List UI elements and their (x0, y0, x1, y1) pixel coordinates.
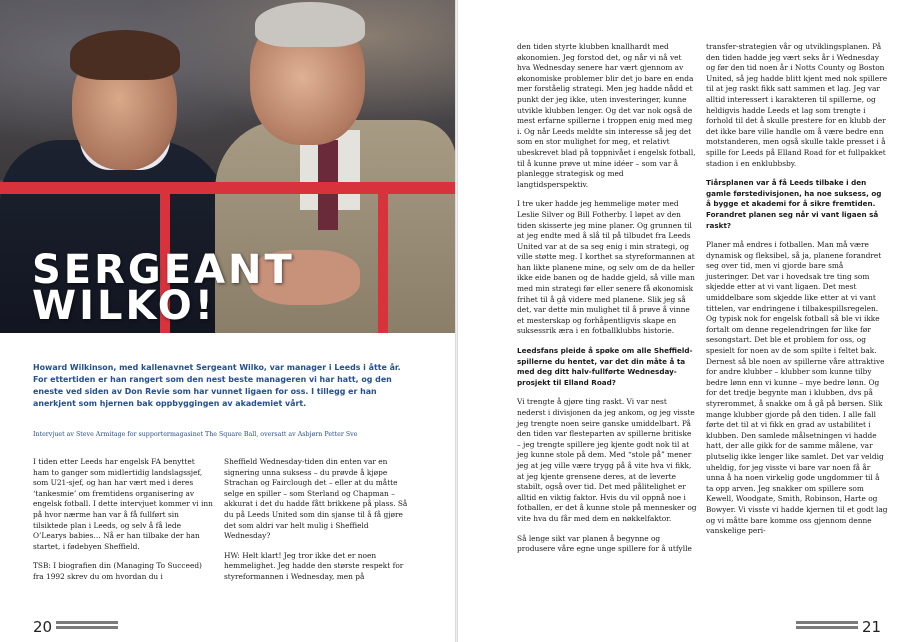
paragraph: Så lenge sikt var planen å begynne og produsere våre egne unge spillere for å utfylle (517, 533, 692, 554)
question: Leedsfans pleide å spøke om alle Sheffield-spillerne du hentet, var det din måte å ta med deg ditt halv-fullførte Wednesday-prosjekt til Elland Road? (517, 346, 693, 387)
left-column-2 (224, 457, 410, 592)
paragraph: HW: Helt klart! Jeg tror ikke det er noen hemmelighet. Jeg hadde den største respekt for styreformannen i Wednesday, men på (224, 550, 404, 581)
headline-line-1: SERGEANT (32, 247, 295, 293)
paragraph: TSB: I biografien din (Managing To Succeed) fra 1992 skrev du om hvordan du i (33, 561, 202, 581)
page-number-decoration (796, 621, 858, 631)
paragraph: Vi trengte å gjøre ting raskt. Vi var nest nederst i divisjonen da jeg ankom, og jeg visste jeg trengte noen seire ganske umiddelbart. På den tiden var flesteparten av spillerne britiske – jeg trengte spillere jeg kjente godt nok til at jeg kunne stole på dem. Med “stole på” mener jeg at jeg ville være trygg på å vite hva vi fikk, at jeg kjente grensene deres, at de leverte stabilt, også over tid. Det med pålitelighet er alltid en viktig faktor. Hvis du vil oppnå noe i fotballen, er det å kunne stole på mennesker og vite hva du får med dem en nøkkelfaktor. (517, 397, 697, 523)
paragraph: den tiden styrte klubben knallhardt med økonomien. Jeg forstod det, og når vi nå vet hva Wednesday senere har vært gjennom av økonomiske problemer blir det jo bare en enda mer forståelig strategi. Men jeg hadde nådd et punkt der jeg ikke, uten investeringer, kunne utvikle klubben lenger. Og det var nok også de mest erfarne spillerne i troppen enig med meg i. Og når Leeds meldte sin interesse så jeg det som en stor mulighet for meg, et relativt ubeskrevet blad på toppnivået i engelsk fotball, til å kunne prøve ut mine idéer – som var å planlegge strategisk og med langtidsperspektiv. (517, 42, 696, 189)
paragraph: transfer-strategien vår og utviklingsplanen. På den tiden hadde jeg vært seks år i Wednesday og før den tid noen år i Notts County og Boston United, så jeg hadde blitt kjent med nok spillere til at jeg raskt fikk satt sammen et lag. Jeg var alltid interessert i karakteren til spillerne, og heldigvis hadde Leeds et lag som trengte i forhold til det å skulle prestere for en klubb der det ikke bare ville handle om å være bedre enn motstanderen, men også skulle takle presset i å spille for Leeds på Elland Road for et fullpakket stadion i en enklubbsby. (706, 42, 888, 168)
paragraph: Sheffield Wednesday-tiden din enten var en signering unna suksess – du prøvde å kjøpe Strachan og Fairclough det – eller at du måtte selge en spiller – som Sterland og Chapman – akkurat i det du hadde fått brikkene på plass. Så du på Leeds United som din sjanse til å få gjøre det som aldri var helt mulig i Sheffield Wednesday? (224, 457, 408, 541)
right-column-1 (517, 42, 697, 564)
left-column-1 (33, 457, 213, 592)
hero-photo (0, 0, 456, 333)
article-headline (32, 247, 295, 329)
paragraph: I tiden etter Leeds har engelsk FA benyttet ham to ganger som midlertidig landslagssjef, som U21-sjef, og han har vært med i deres ‘tankesmie’ om fremtidens organisering av engelsk fotball. I dette intervjuet kommer vi inn på hvor nærme han var å få fullført sin tilsiktede plan i Leeds, og selv å få lede O’Learys babies… Nå er han tilbake der han startet, i fødebyen Sheffield. (33, 457, 213, 551)
headline-line-2: WILKO! (32, 283, 216, 329)
page-number-left: 20 (33, 618, 53, 636)
right-column-2 (706, 42, 888, 546)
article-byline: Intervjuet av Steve Armitage for supportermagasinet The Square Ball, oversatt av Asbjørn Petter Sve (33, 431, 358, 438)
question: Tiårsplanen var å få Leeds tilbake i den gamle førstedivisjonen, ha noe suksess, og å bygge et akademi for å sikre fremtiden. Forandret planen seg når vi vant ligaen så raskt? (706, 178, 882, 230)
paragraph: I tre uker hadde jeg hemmelige møter med Leslie Silver og Bill Fotherby. I løpet av den tiden skisserte jeg mine planer. Og grunnen til at jeg endte med å slå til på tilbudet fra Leeds United var at de sa seg enig i min strategi, og ville støtte meg. I korthet sa styreformannen at han likte planene mine, og selv om de da heller ikke eide banen og de hadde gjeld, så ville man med min strategi før eller senere få økonomisk frihet til å gå videre med planene. Slik jeg så det, var dette min mulighet til å prøve å vinne et mesterskap og forhåpentligvis skape en suksessrik æra i en fotballklubbs historie. (517, 199, 695, 336)
page-number-right: 21 (862, 618, 882, 636)
page-number-decoration (56, 621, 118, 631)
paragraph: Planer må endres i fotballen. Man må være dynamisk og fleksibel, så ja, planene forandret seg over tid, men vi gjorde bare små justeringer. Det var i hovedsak tre ting som skjedde etter at vi vant ligaen. Det mest umiddelbare som skjedde like etter at vi vant tittelen, var endringene i tilbakespillsregelen. Og typisk nok for engelsk fotball så ble vi ikke fortalt om denne regelendringen før like før sesongstart. Det ble et problem for oss, og spesielt for noen av de som spilte i feltet bak. Dernest så ble noen av spillerne våre attraktive for andre klubber – klubber som kunne tilby bedre lønn enn vi kunne – mye bedre lønn. Og for det tredje begynte man i klubben, dvs på styrerommet, å snakke om å gå på børsen. Slik mange klubber gjorde på den tiden. I alle fall førte det til at vi fikk en grad av ustabilitet i klubben. Den samlede målsetningen vi hadde hatt, der alle gikk for de samme målene, var plutselig ikke lenger like samlet. Det var veldig uheldig, for jeg visste vi bare var noen få år unna å ha noen virkelig gode ungdommer til å ta opp arven. Jeg snakker om spillere som Kewell, Woodgate, Smith, Robinson, Harte og Bowyer. Vi visste vi hadde kjernen til et godt lag og vi måtte bare komme oss gjennom denne vanskelige peri- (706, 240, 888, 536)
article-intro: Howard Wilkinson, med kallenavnet Sergeant Wilko, var manager i Leeds i åtte år. For ettertiden er han rangert som den nest beste manageren vi har hatt, og den eneste ved siden av Don Revie som har vunnet ligaen for oss. I tillegg er han anerkjent som hjernen bak oppbyggingen av akademiet vårt. (33, 363, 401, 408)
